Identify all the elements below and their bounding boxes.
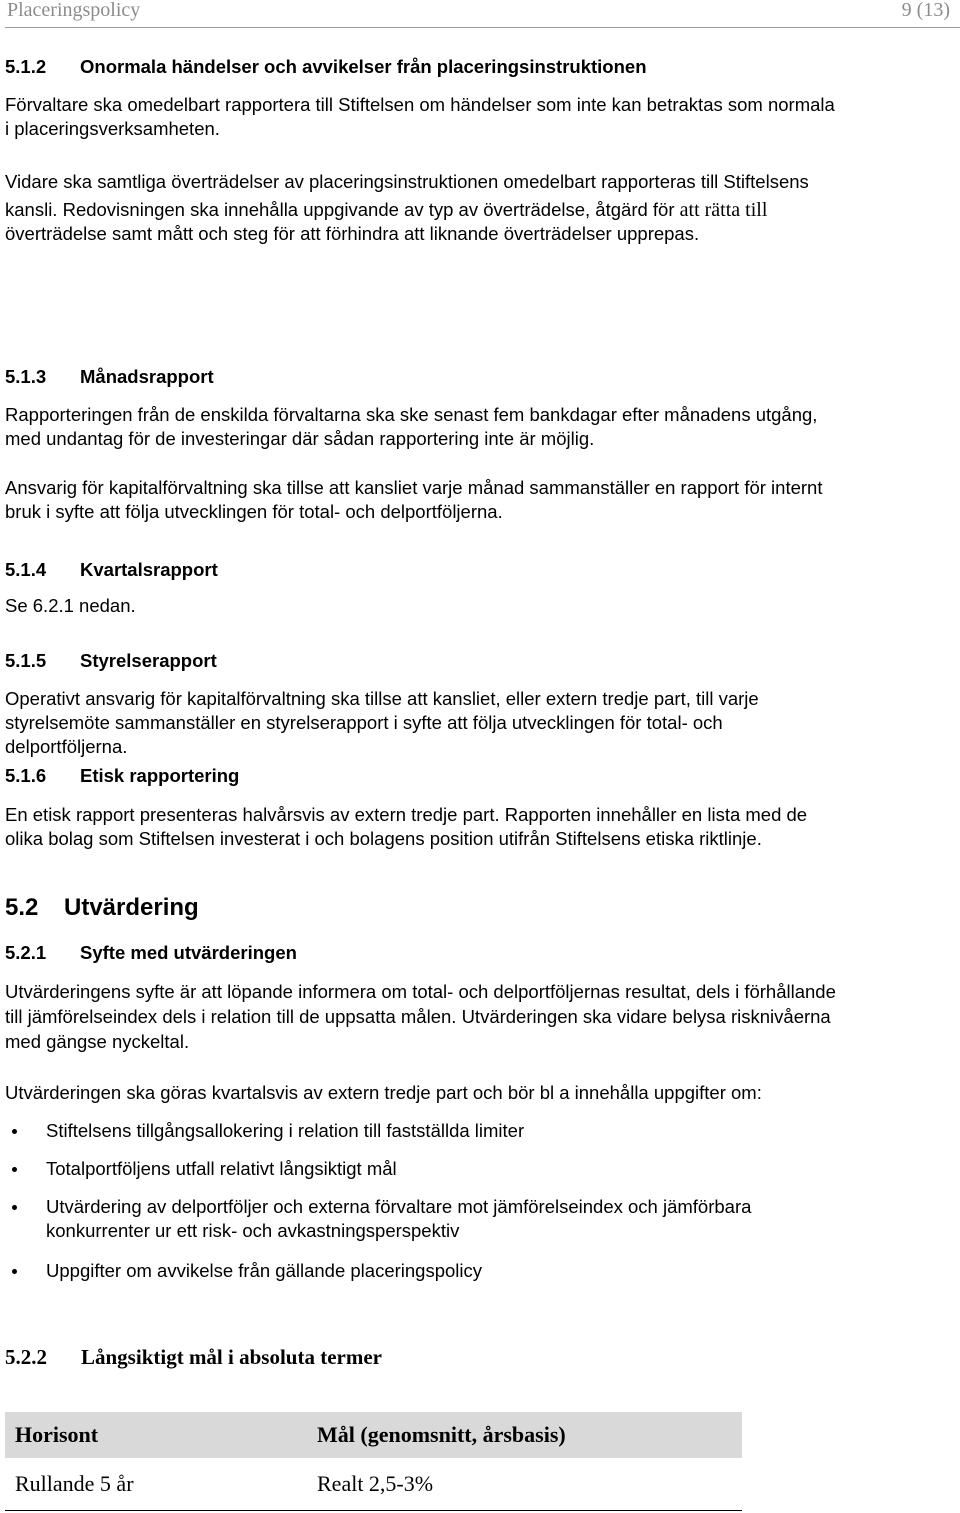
- section-heading-5-1-6: [5, 765, 239, 787]
- paragraph: [5, 803, 955, 851]
- section-heading-5-1-5: [5, 650, 217, 672]
- section-title: Styrelserapport: [80, 650, 217, 671]
- section-title: Månadsrapport: [80, 366, 214, 387]
- text-line: överträdelse samt mått och steg för att förhindra att liknande överträdelser upprepas.: [5, 223, 700, 244]
- page-number: 9 (13): [901, 0, 950, 21]
- section-heading-5-1-3: [5, 366, 214, 388]
- paragraph: Utvärderingen ska göras kvartalsvis av extern tredje part och bör bl a innehålla uppgifter om:: [5, 1082, 762, 1103]
- header-divider: [5, 27, 960, 28]
- text-line: med undantag för de investeringar där sådan rapportering inte är möjlig.: [5, 428, 595, 449]
- text-line: Ansvarig för kapitalförvaltning ska tillse att kansliet varje månad sammanställer en rapport för internt: [5, 477, 823, 498]
- bullet-icon: [12, 1269, 17, 1274]
- text-line: bruk i syfte att följa utvecklingen för total- och delportföljerna.: [5, 501, 503, 522]
- table-cell: Rullande 5 år: [5, 1458, 307, 1511]
- text-line: Operativt ansvarig för kapitalförvaltning ska tillse att kansliet, eller extern tredje part, till varje: [5, 688, 759, 709]
- section-title: Kvartalsrapport: [80, 559, 218, 580]
- text-line: med gängse nyckeltal.: [5, 1031, 190, 1052]
- section-number: 5.1.6: [5, 765, 47, 786]
- text-line: delportföljerna.: [5, 736, 128, 757]
- paragraph: [5, 980, 955, 1054]
- text-line: Vidare ska samtliga överträdelser av placeringsinstruktionen omedelbart rapporteras till Stiftelsens: [5, 171, 809, 192]
- section-heading-5-1-2: [5, 56, 647, 78]
- section-heading-5-2-1: [5, 942, 297, 964]
- paragraph: [5, 476, 955, 524]
- column-header-target: Mål (genomsnitt, årsbasis): [307, 1412, 742, 1458]
- section-title: Utvärdering: [64, 894, 199, 921]
- text-line: Rapporteringen från de enskilda förvaltarna ska ske senast fem bankdagar efter månadens utgång,: [5, 404, 818, 425]
- text-line: [5, 198, 955, 222]
- paragraph: [5, 687, 955, 759]
- list-item-text: Uppgifter om avvikelse från gällande placeringspolicy: [46, 1260, 483, 1281]
- section-number: 5.1.2: [5, 56, 47, 77]
- section-title: Syfte med utvärderingen: [80, 942, 297, 963]
- section-heading-5-2: [5, 894, 199, 922]
- text-line: Utvärderingens syfte är att löpande informera om total- och delportföljernas resultat, dels i förhållande: [5, 981, 836, 1002]
- paragraph: Se 6.2.1 nedan.: [5, 595, 136, 616]
- text-line: till jämförelseindex dels i relation till de uppsatta målen. Utvärderingen ska vidare belysa risknivåerna: [5, 1006, 831, 1027]
- section-number: 5.1.3: [5, 366, 47, 387]
- text-line: olika bolag som Stiftelsen investerat i och bolagens position utifrån Stiftelsens etiska riktlinje.: [5, 828, 762, 849]
- target-table: [5, 1412, 742, 1511]
- text-line: Förvaltare ska omedelbart rapportera till Stiftelsen om händelser som inte kan betraktas som normala: [5, 94, 835, 115]
- bullet-list: [5, 1119, 945, 1289]
- section-title: Etisk rapportering: [80, 765, 240, 786]
- text-fragment: kansli. Redovisningen ska innehålla uppgivande av typ av överträdelse, åtgärd för: [5, 199, 680, 220]
- text-fragment-serif: att rätta till: [679, 199, 768, 221]
- running-header-title: Placeringspolicy: [7, 0, 141, 21]
- section-heading-5-2-2: [5, 1345, 382, 1370]
- bullet-icon: [12, 1205, 17, 1210]
- bullet-icon: [12, 1167, 17, 1172]
- section-number: 5.1.4: [5, 559, 47, 580]
- bullet-icon: [12, 1129, 17, 1134]
- section-title: Onormala händelser och avvikelser från placeringsinstruktionen: [80, 56, 647, 77]
- text-line: styrelsemöte sammanställer en styrelserapport i syfte att följa utvecklingen för total- och: [5, 712, 723, 733]
- list-item-text: Utvärdering av delportföljer och externa förvaltare mot jämförelseindex och jämförbara konkurrenter ur ett risk- och avkastningsperspektiv: [46, 1196, 752, 1241]
- paragraph: [5, 93, 955, 141]
- list-item-text: Totalportföljens utfall relativt långsiktigt mål: [46, 1158, 397, 1179]
- table-cell: Realt 2,5-3%: [307, 1458, 742, 1511]
- section-number: 5.1.5: [5, 650, 47, 671]
- section-number: 5.2.2: [5, 1345, 47, 1369]
- text-line: En etisk rapport presenteras halvårsvis av extern tredje part. Rapporten innehåller en lista med de: [5, 804, 808, 825]
- table-row: [5, 1458, 742, 1511]
- section-number: 5.2: [5, 894, 39, 921]
- text-line: i placeringsverksamheten.: [5, 118, 220, 139]
- column-header-horizon: Horisont: [5, 1412, 307, 1458]
- section-number: 5.2.1: [5, 942, 47, 963]
- section-title: Långsiktigt mål i absoluta termer: [81, 1345, 382, 1369]
- paragraph: [5, 170, 955, 246]
- table-header-row: [5, 1412, 742, 1458]
- list-item-text: Stiftelsens tillgångsallokering i relation till fastställda limiter: [46, 1120, 525, 1141]
- paragraph: [5, 403, 955, 451]
- section-heading-5-1-4: [5, 559, 218, 581]
